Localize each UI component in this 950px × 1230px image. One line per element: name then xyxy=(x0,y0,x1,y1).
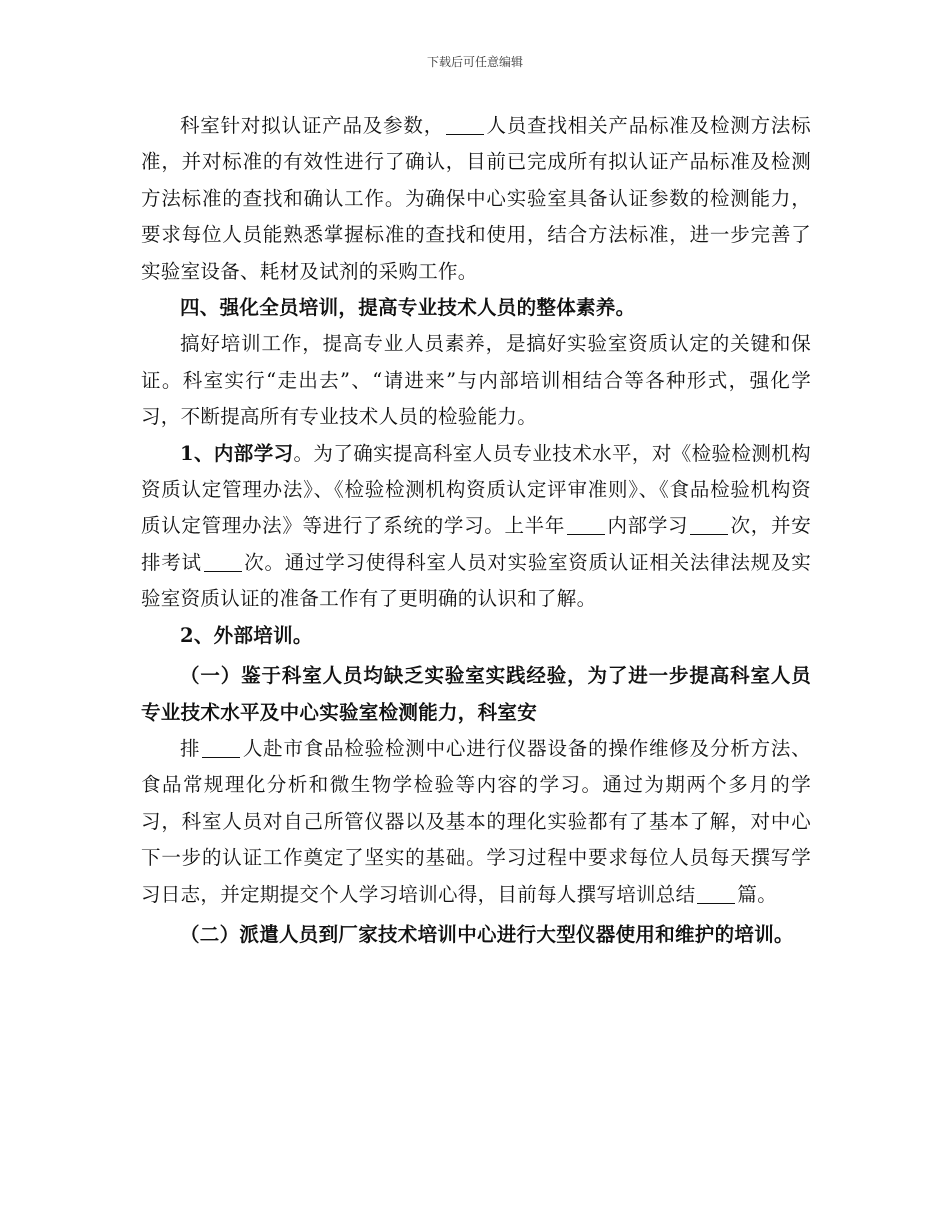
paragraph-training-intro: 搞好培训工作，提高专业人员素养，是搞好实验室资质认定的关键和保证。科室实行“走出去”、“请进来”与内部培训相结合等各种形式，强化学习，不断提高所有专业技术人员的检验能力。 xyxy=(141,332,811,429)
fill-blank xyxy=(567,515,605,536)
fill-blank xyxy=(202,737,240,758)
paragraph-external-1-heading: （一）鉴于科室人员均缺乏实验室实践经验，为了进一步提高科室人员专业技术水平及中心实验室检测能力，科室安 xyxy=(141,664,811,724)
subheading-internal-study: 1、内部学习 xyxy=(180,441,294,465)
paragraph-text: 人赴市食品检验检测中心进行仪器设备的操作维修及分析方法、食品常规理化分析和微生物学检验等内容的学习。通过为期两个多月的学习，科室人员对自己所管仪器以及基本的理化实验都有了基本了解，对中心下一步的认证工作奠定了坚实的基础。学习过程中要求每位人员每天撰写学习日志，并定期提交个人学习培训心得，目前每人撰写培训总结 xyxy=(141,736,811,906)
section-heading-training: 四、强化全员培训，提高专业技术人员的整体素养。 xyxy=(180,296,636,320)
fill-blank xyxy=(690,515,728,536)
subheading-external-training: 2、外部培训。 xyxy=(180,623,313,647)
paragraph-text: 科室针对拟认证产品及参数， xyxy=(180,114,445,137)
paragraph-external-2-heading: （二）派遣人员到厂家技术培训中心进行大型仪器使用和维护的培训。 xyxy=(180,922,794,946)
page-header-note: 下载后可任意编辑 xyxy=(426,55,523,69)
paragraph-text: 次，并安排考试 xyxy=(141,514,811,574)
paragraph-standards xyxy=(141,108,811,290)
paragraph-text: 内部学习 xyxy=(607,514,689,538)
fill-blank xyxy=(697,883,735,904)
paragraph-text: 次。通过学习使得科室人员对实验室资质认证相关法律法规及实验室资质认证的准备工作有了更明确的认识和了解。 xyxy=(141,550,811,611)
fill-blank xyxy=(204,551,242,572)
paragraph-internal-study xyxy=(141,436,811,618)
paragraph-text: 篇。 xyxy=(737,882,778,906)
paragraph-text: 。为了确实提高科室人员专业技术水平，对《检验检测机构资质认定管理办法》、《检验检测机构资质认定评审准则》、《食品检验机构资质认定管理办法》等进行了系统的学习。上半年 xyxy=(141,441,811,538)
paragraph-text: 人员查找相关产品标准及检测方法标准，并对标准的有效性进行了确认，目前已完成所有拟认证产品标准及检测方法标准的查找和确认工作。为确保中心实验室具备认证参数的检测能力，要求每位人员能熟悉掌握标准的查找和使用，结合方法标准，进一步完善了实验室设备、耗材及试剂的采购工作。 xyxy=(141,114,811,283)
paragraph-external-1-body xyxy=(141,731,811,913)
document-body xyxy=(141,108,811,953)
paragraph-text: 排 xyxy=(180,736,201,760)
fill-blank xyxy=(446,115,484,136)
